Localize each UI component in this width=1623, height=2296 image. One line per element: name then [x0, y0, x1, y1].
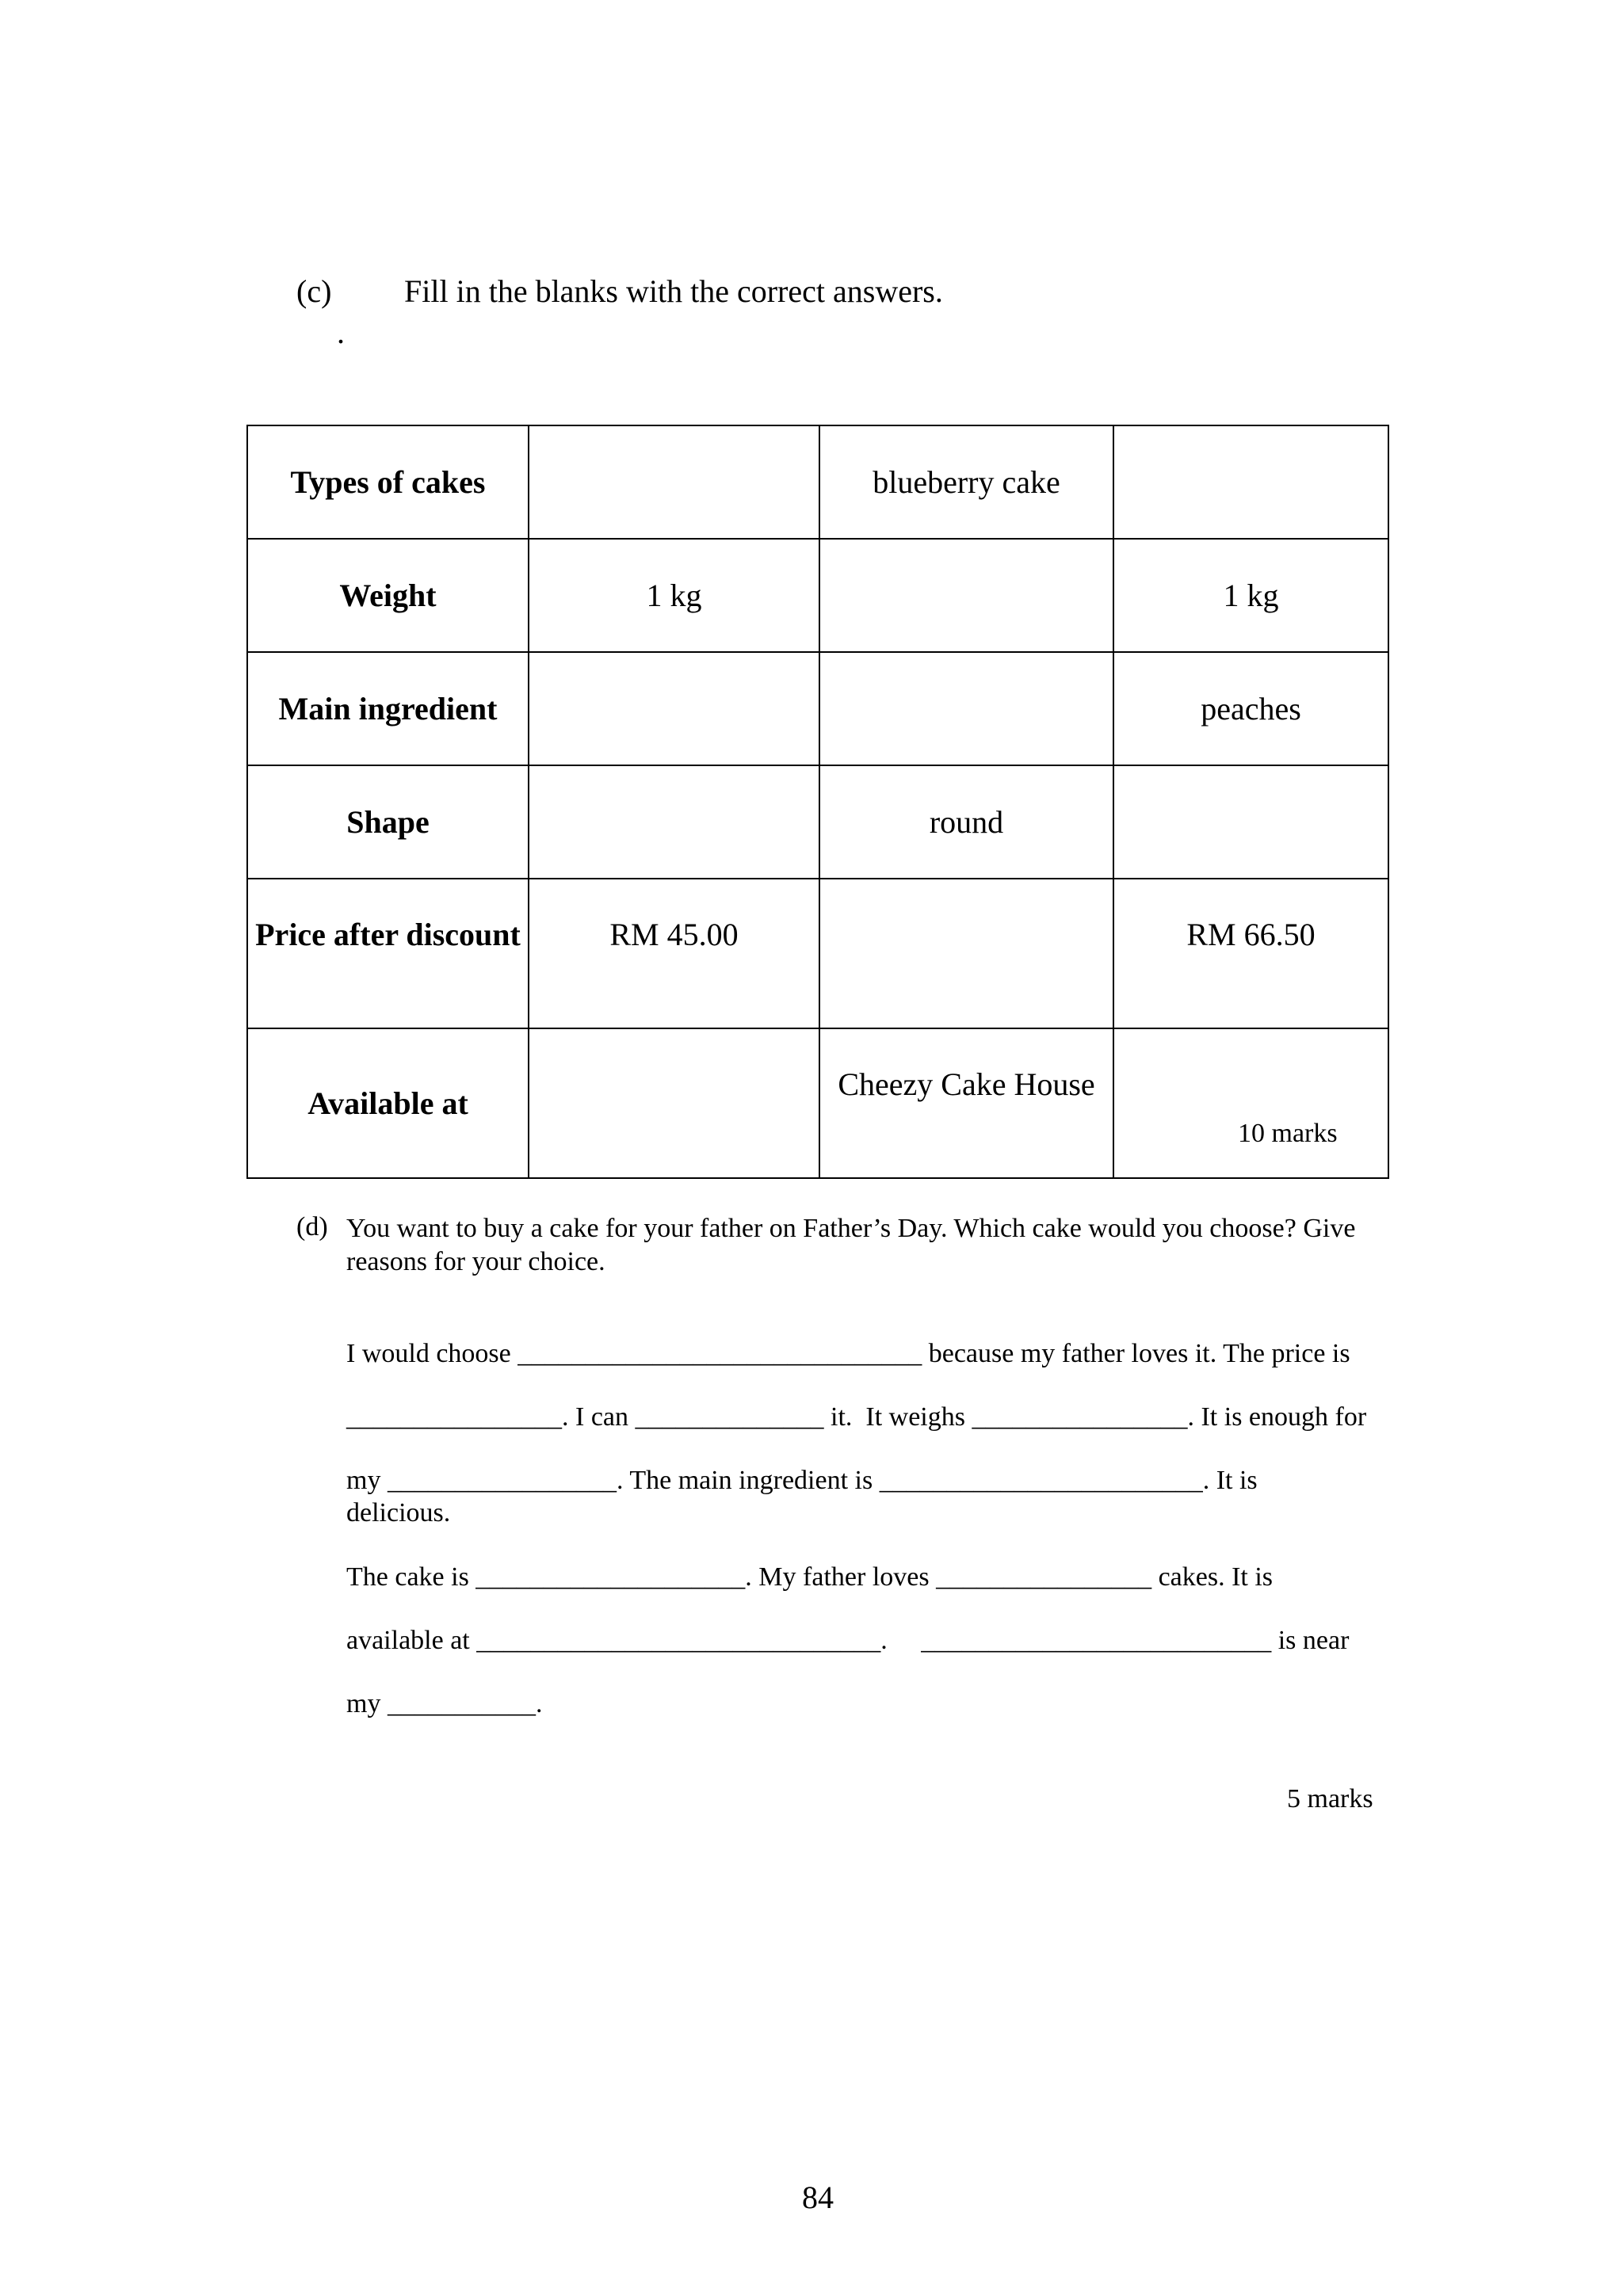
table-cell: peaches	[1113, 652, 1388, 765]
question-c-instruction: Fill in the blanks with the correct answers.	[404, 273, 943, 309]
answer-line[interactable]: I would choose ______________________________ because my father loves it. The price is	[346, 1339, 1350, 1368]
table-cell: 1 kg	[1113, 539, 1388, 652]
table-row-shape	[247, 765, 1388, 879]
table-row-available	[247, 1028, 1388, 1178]
answer-line[interactable]: The cake is ____________________. My father loves ________________ cakes. It is	[346, 1562, 1274, 1592]
row-header-price: Price after discount	[247, 879, 529, 1028]
answer-line: delicious.	[346, 1498, 451, 1527]
cake-comparison-table	[246, 425, 1389, 1179]
answer-line[interactable]: ________________. I can ______________ it. It weighs ________________. It is enough for	[346, 1402, 1367, 1432]
page-number: 84	[802, 2180, 834, 2215]
table-row-types	[247, 425, 1388, 539]
table-cell-blank[interactable]	[1113, 1028, 1388, 1178]
table-cell: Cheezy Cake House	[819, 1028, 1113, 1178]
question-d-label: (d)	[296, 1212, 328, 1241]
question-d-text: You want to buy a cake for your father on Father’s Day. Which cake would you choose? Give reasons for your choice.	[346, 1214, 1356, 1276]
table-cell: blueberry cake	[819, 425, 1113, 539]
marks-c: 10 marks	[1238, 1119, 1338, 1148]
table-cell-blank[interactable]	[1113, 425, 1388, 539]
table-row-weight	[247, 539, 1388, 652]
table-cell: 1 kg	[529, 539, 819, 652]
table-cell: RM 45.00	[529, 879, 819, 1028]
marks-d: 5 marks	[1287, 1784, 1373, 1814]
table-cell-blank[interactable]	[1113, 765, 1388, 879]
table-cell-blank[interactable]	[529, 1028, 819, 1178]
table-cell-blank[interactable]	[819, 652, 1113, 765]
question-c-label: (c)	[296, 273, 332, 309]
answer-line[interactable]: my _________________. The main ingredient is ________________________. It is	[346, 1466, 1258, 1495]
answer-line[interactable]: available at ______________________________. __________________________ is near	[346, 1626, 1350, 1655]
table-cell-blank[interactable]	[819, 879, 1113, 1028]
table-cell-blank[interactable]	[529, 425, 819, 539]
table-cell-blank[interactable]	[529, 765, 819, 879]
row-header-ingredient: Main ingredient	[247, 652, 529, 765]
table-cell-blank[interactable]	[819, 539, 1113, 652]
answer-line[interactable]: my ___________.	[346, 1689, 543, 1718]
table-cell: round	[819, 765, 1113, 879]
row-header-shape: Shape	[247, 765, 529, 879]
table-cell-blank[interactable]	[529, 652, 819, 765]
table-row-ingredient	[247, 652, 1388, 765]
table-row-price	[247, 879, 1388, 1028]
row-header-weight: Weight	[247, 539, 529, 652]
table-cell: RM 66.50	[1113, 879, 1388, 1028]
stray-dot: .	[337, 315, 345, 350]
row-header-available: Available at	[247, 1028, 529, 1178]
row-header-types: Types of cakes	[247, 425, 529, 539]
